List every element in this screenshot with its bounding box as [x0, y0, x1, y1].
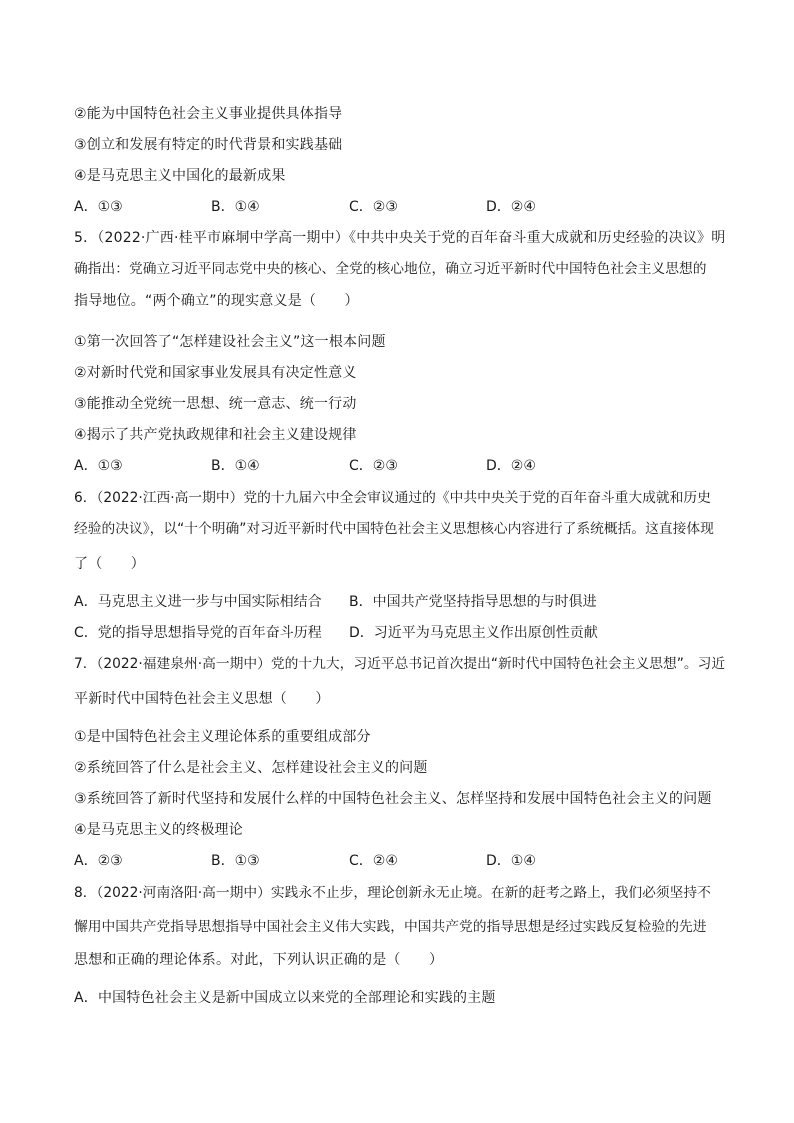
q8-stem-line-3: 思想和正确的理论体系。对此，下列认识正确的是（ ）: [74, 952, 444, 968]
q5-options: [74, 457, 724, 475]
q6-options-row-2: [74, 624, 724, 642]
q5-option-c: C．②③: [349, 458, 398, 474]
q6-stem-line-1: 6．（2022·江西·高一期中）党的十九届六中全会审议通过的《中共中央关于党的百年奋斗重大成就和历史: [74, 490, 711, 506]
q8-stem-line-1: 8．（2022·河南洛阳·高一期中）实践永不止步，理论创新永无止境。在新的赶考之路上，我们必须坚持不: [74, 885, 711, 901]
q8-stem-line-2: 懈用中国共产党指导思想指导中国社会主义伟大实践，中国共产党的指导思想是经过实践反复检验的先进: [74, 919, 707, 935]
q7-item-1: ①是中国特色社会主义理论体系的重要组成部分: [74, 729, 371, 745]
q5-item-1: ①第一次回答了“怎样建设社会主义”这一根本问题: [74, 334, 386, 350]
q6-stem-line-2: 经验的决议》，以“十个明确”对习近平新时代中国特色社会主义思想核心内容进行了系统概括。这直接体现: [74, 521, 714, 537]
q7-item-2: ②系统回答了什么是社会主义、怎样建设社会主义的问题: [74, 760, 428, 776]
q4-item-2: ②能为中国特色社会主义事业提供具体指导: [74, 106, 343, 122]
q8-option-a: A．中国特色社会主义是新中国成立以来党的全部理论和实践的主题: [74, 990, 496, 1006]
q7-option-a: A．②③: [74, 853, 123, 869]
q6-option-d: D．习近平为马克思主义作出原创性贡献: [349, 625, 598, 641]
q6-options-row-1: [74, 593, 724, 611]
q4-option-d: D．②④: [486, 199, 536, 215]
q6-option-b: B．中国共产党坚持指导思想的与时俱进: [349, 594, 597, 610]
q7-item-4: ④是马克思主义的终极理论: [74, 822, 243, 838]
q5-stem-line-2: 确指出：党确立习近平同志党中央的核心、全党的核心地位，确立习近平新时代中国特色社会主义思想的: [74, 261, 707, 277]
q4-option-b: B．①④: [211, 199, 260, 215]
q4-option-c: C．②③: [349, 199, 398, 215]
q5-stem-line-3: 指导地位。“两个确立”的现实意义是（ ）: [74, 293, 359, 309]
q7-item-3: ③系统回答了新时代坚持和发展什么样的中国特色社会主义、怎样坚持和发展中国特色社会主义的问题: [74, 791, 712, 807]
q7-option-d: D．①④: [486, 853, 536, 869]
q7-stem-line-1: 7．（2022·福建泉州·高一期中）党的十九大，习近平总书记首次提出“新时代中国特色社会主义思想”。习近: [74, 656, 726, 672]
q4-item-4: ④是马克思主义中国化的最新成果: [74, 168, 286, 184]
q5-item-3: ③能推动全党统一思想、统一意志、统一行动: [74, 396, 357, 412]
q6-option-c: C．党的指导思想指导党的百年奋斗历程: [74, 625, 322, 641]
q5-option-a: A．①③: [74, 458, 123, 474]
q5-item-4: ④揭示了共产党执政规律和社会主义建设规律: [74, 427, 357, 443]
q6-option-a: A．马克思主义进一步与中国实际相结合: [74, 594, 322, 610]
q5-option-b: B．①④: [211, 458, 260, 474]
q5-option-d: D．②④: [486, 458, 536, 474]
q5-stem-line-1: 5．（2022·广西·桂平市麻垌中学高一期中）《中共中央关于党的百年奋斗重大成就和历史经验的决议》明: [74, 230, 726, 246]
q4-option-a: A．①③: [74, 199, 123, 215]
q7-option-c: C．②④: [349, 853, 398, 869]
q5-item-2: ②对新时代党和国家事业发展具有决定性意义: [74, 365, 357, 381]
q4-item-3: ③创立和发展有特定的时代背景和实践基础: [74, 137, 343, 153]
q7-option-b: B．①③: [211, 853, 260, 869]
q4-options: [74, 198, 724, 216]
q6-stem-line-3: 了（ ）: [74, 556, 145, 572]
q7-stem-line-2: 平新时代中国特色社会主义思想（ ）: [74, 691, 330, 707]
q7-options: [74, 852, 724, 870]
